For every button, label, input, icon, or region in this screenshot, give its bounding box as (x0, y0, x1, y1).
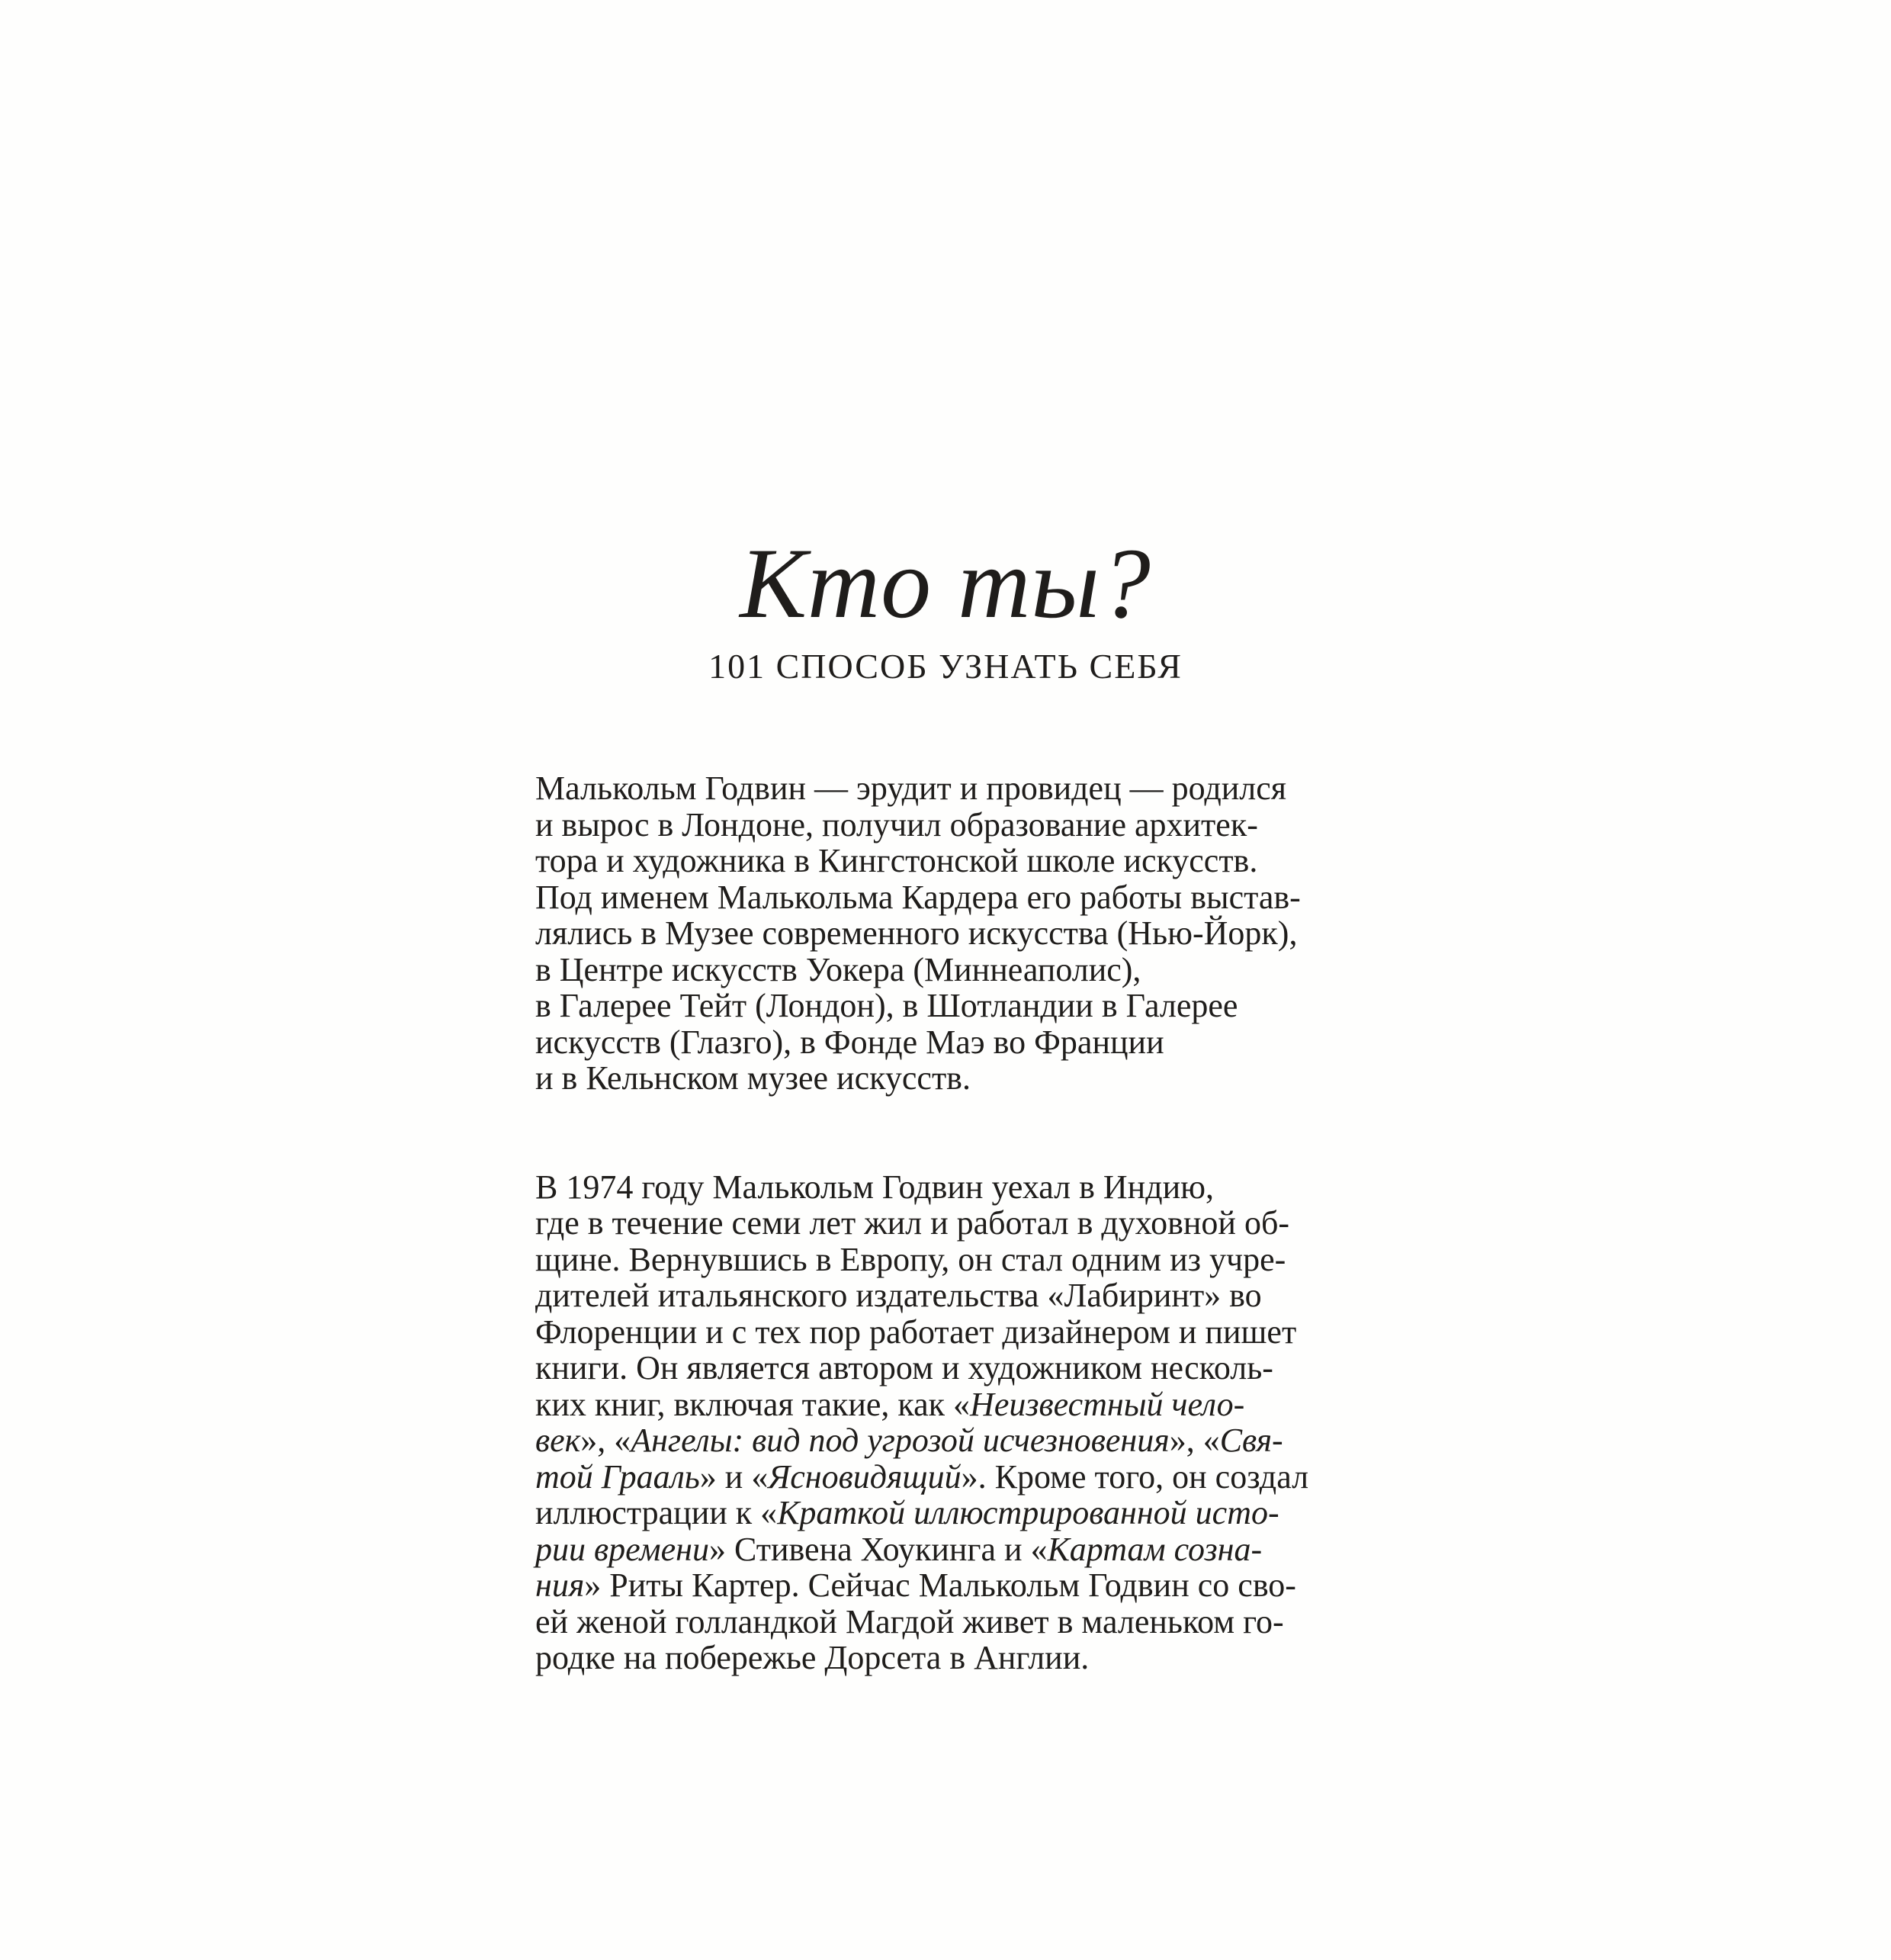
bio-line: Под именем Малькольма Кардера его работы выстав- (535, 878, 1301, 916)
bio-text: ». Кроме того, он создал (961, 1457, 1309, 1496)
bio-line: и в Кельнском музее искусств. (535, 1059, 971, 1097)
book-title-italic: рии времени (535, 1530, 709, 1568)
book-title-italic: век (535, 1422, 581, 1459)
bio-line (535, 1386, 1389, 1423)
bio-text: » Стивена Хоукинга и « (708, 1530, 1048, 1568)
bio-line (535, 1422, 1389, 1459)
book-title-italic: Краткой иллюстрированной исто- (777, 1494, 1279, 1531)
bio-line (535, 1459, 1389, 1496)
bio-line (535, 1567, 1389, 1604)
paragraph-gap (535, 1097, 1389, 1169)
bio-text: иллюстрации к « (535, 1494, 778, 1531)
bio-line: тора и художника в Кингстонской школе искусств. (535, 842, 1258, 879)
bio-text: » Риты Картер. Сейчас Малькольм Годвин со сво- (584, 1566, 1296, 1604)
bio-line (535, 1531, 1389, 1568)
bio-line: в Галерее Тейт (Лондон), в Шотландии в Галерее (535, 987, 1238, 1024)
book-title-italic: той Грааль (535, 1457, 700, 1496)
book-subtitle: 101 СПОСОБ УЗНАТЬ СЕБЯ (708, 647, 1183, 686)
bio-text: », « (580, 1422, 631, 1459)
bio-line: щине. Вернувшись в Европу, он стал одним из учре- (535, 1240, 1286, 1278)
bio-line: дителей итальянского издательства «Лабиринт» во (535, 1277, 1262, 1314)
bio-line (535, 1495, 1389, 1531)
book-title: Кто ты? (740, 527, 1151, 639)
book-title-italic: Ясновидящий (768, 1457, 962, 1496)
bio-text: », « (1169, 1422, 1220, 1459)
bio-text: ких книг, включая такие, как « (535, 1385, 971, 1423)
bio-line: книги. Он является автором и художником несколь- (535, 1349, 1273, 1386)
bio-line: В 1974 году Малькольм Годвин уехал в Индию, (535, 1168, 1215, 1206)
bio-line: где в течение семи лет жил и работал в духовной об- (535, 1204, 1290, 1242)
bio-line: искусств (Глазго), в Фонде Маэ во Франции (535, 1023, 1164, 1061)
bio-text: » и « (699, 1457, 769, 1496)
bio-line: в Центре искусств Уокера (Миннеаполис), (535, 950, 1141, 988)
bio-line: Малькольм Годвин — эрудит и провидец — родился (535, 770, 1287, 807)
book-title-italic: Свя- (1219, 1422, 1283, 1459)
bio-line: Флоренции и с тех пор работает дизайнером и пишет (535, 1313, 1297, 1351)
book-title-italic: ния (535, 1566, 585, 1604)
bio-line: и вырос в Лондоне, получил образование архитек- (535, 805, 1258, 843)
bio-line: лялись в Музее современного искусства (Нью-Йорк), (535, 914, 1298, 952)
book-title-italic: Картам созна- (1047, 1530, 1263, 1568)
book-title-italic: Ангелы: вид под угрозой исчезновения (631, 1422, 1170, 1459)
book-title-italic: Неизвестный чело- (970, 1385, 1245, 1423)
bio-line: родке на побережье Дорсета в Англии. (535, 1639, 1090, 1676)
author-bio (535, 770, 1389, 1676)
bio-line: ей женой голландкой Магдой живет в маленьком го- (535, 1602, 1284, 1640)
